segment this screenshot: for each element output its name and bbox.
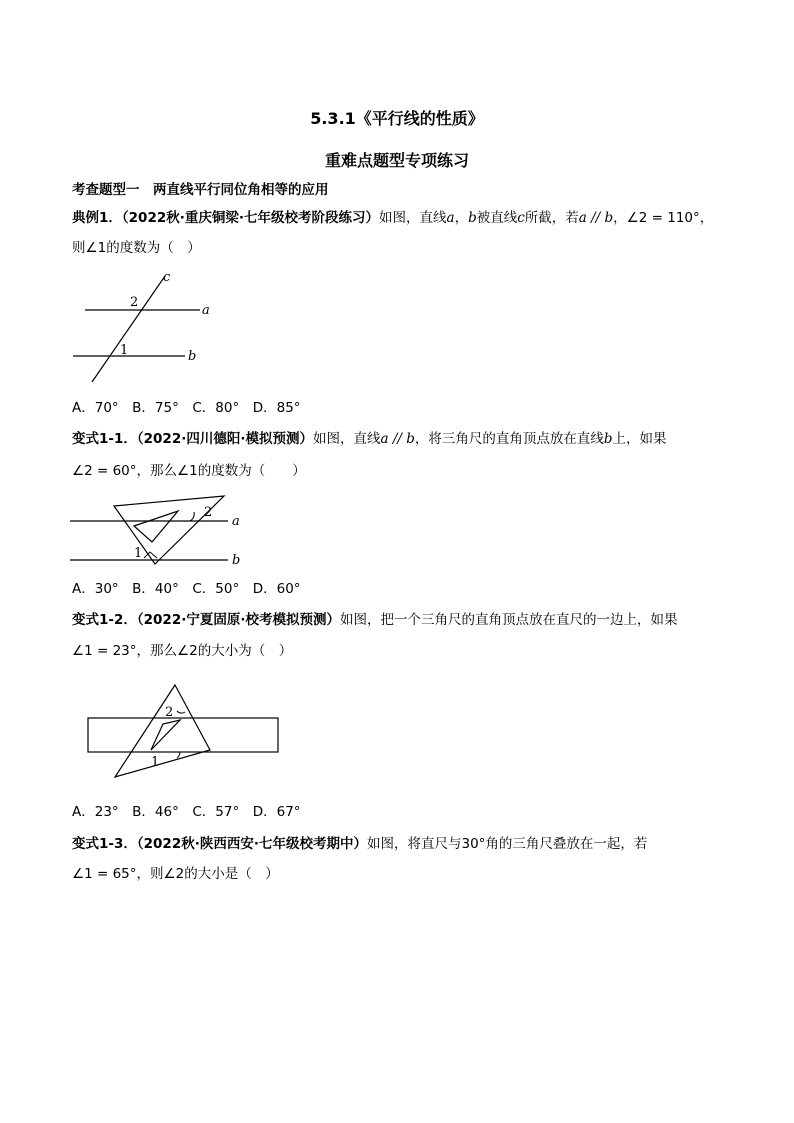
angle-condition: ，∠2 = 110°， [613,210,714,226]
question-2-text-3: 上，如果 [612,431,667,447]
question-1-line-2: 则∠1的度数为（ ） [72,240,201,256]
figure-2 [70,490,250,572]
question-4-text: 如图，将直尺与30°角的三角尺叠放在一起，若 [366,836,648,852]
fig2-label-a: a [232,514,240,529]
var-c: c [517,210,525,226]
question-4-line-2: ∠1 = 65°，则∠2的大小是（ ） [72,866,279,882]
question-3-line-2: ∠1 = 23°，那么∠2的大小为（ ） [72,643,293,659]
question-2-label: 变式1-1． [72,431,137,447]
figure-1 [70,268,220,386]
question-1-line-1 [72,209,713,227]
question-3-source: （2022·宁夏固原·校考模拟预测） [136,612,340,628]
question-3-line-1 [72,611,677,629]
page-title: 5.3.1《平行线的性质》 [310,109,484,128]
page-subtitle: 重难点题型专项练习 [324,151,469,170]
question-3-text: 如图，把一个三角尺的直角顶点放在直尺的一边上，如果 [339,612,678,628]
question-2-text: 如图，直线 [312,431,381,447]
fig2-label-2: 2 [204,505,213,520]
question-2-line-2: ∠2 = 60°，那么∠1的度数为（ ） [72,463,306,479]
question-4-line-1 [72,835,647,853]
var-b: b [468,210,477,226]
fig1-label-c: c [163,270,171,285]
var-b-2: b [603,431,613,447]
fig3-label-1: 1 [151,755,160,770]
figure-3 [85,682,285,782]
var-a: a [446,210,455,226]
parallel-condition-2: a // b [380,431,415,447]
question-3-options: A．23° B．46° C．57° D．67° [72,804,301,820]
question-1-text-2: 被直线 [476,210,518,226]
question-4-label: 变式1-3． [72,836,137,852]
question-1-options: A．70° B．75° C．80° D．85° [72,400,301,416]
question-1-text: 如图，直线 [379,210,447,226]
question-4-source: （2022秋·陕西西安·七年级校考期中） [136,836,367,852]
fig1-label-1: 1 [120,343,129,358]
fig2-label-1: 1 [134,546,143,561]
comma: ， [454,210,469,226]
fig1-label-a: a [202,303,210,318]
question-1-text-3: 所截，若 [524,210,579,226]
question-1-label: 典例1． [72,210,122,226]
question-3-label: 变式1-2． [72,612,137,628]
parallel-condition: a // b [578,210,614,226]
question-2-source: （2022·四川德阳·模拟预测） [136,431,313,447]
question-2-line-1 [72,430,667,448]
fig1-label-2: 2 [130,295,139,310]
fig1-label-b: b [188,349,197,364]
question-2-options: A．30° B．40° C．50° D．60° [72,581,301,597]
question-1-source: （2022秋·重庆铜梁·七年级校考阶段练习） [121,210,379,226]
fig2-label-b: b [232,553,241,568]
fig3-label-2: 2 [165,705,174,720]
question-2-text-2: ，将三角尺的直角顶点放在直线 [414,431,604,447]
section-heading: 考查题型一 两直线平行同位角相等的应用 [72,182,329,198]
